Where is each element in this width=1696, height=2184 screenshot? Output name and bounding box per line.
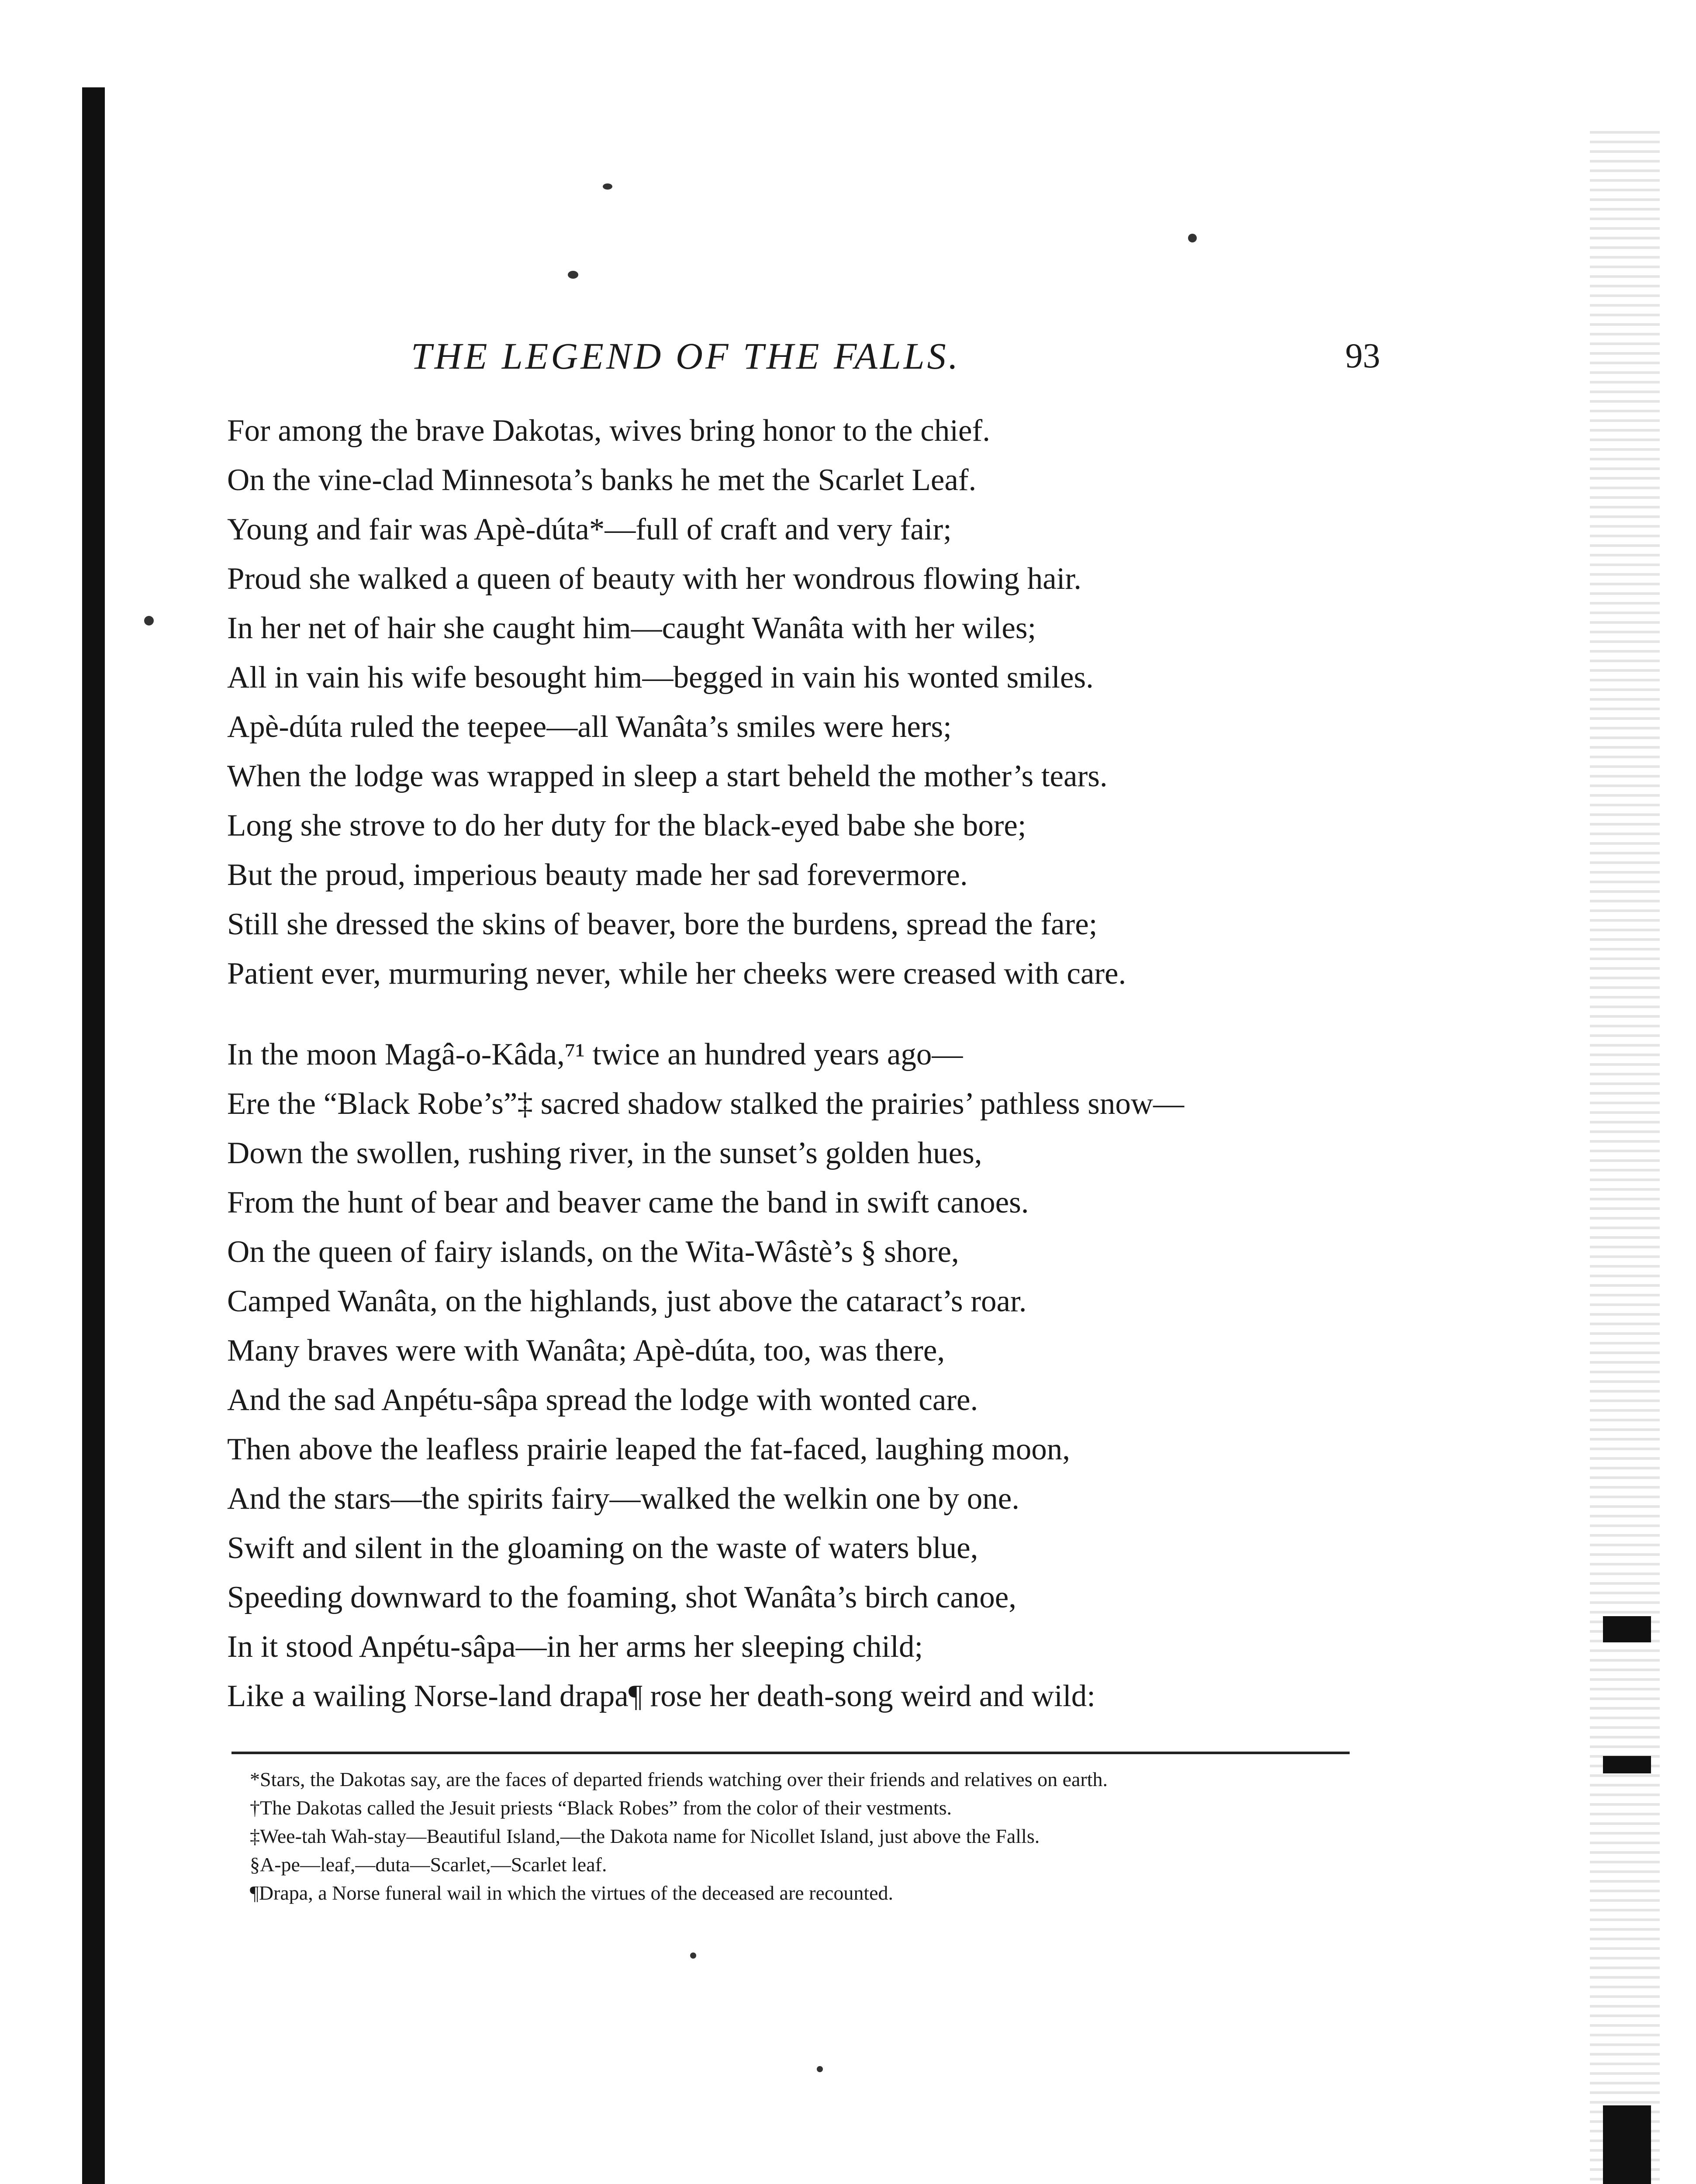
poem-line: Still she dressed the skins of beaver, bore the burdens, spread the fare; bbox=[227, 907, 1098, 941]
poem-line: In the moon Magâ-o-Kâda,⁷¹ twice an hundred years ago— bbox=[227, 1037, 963, 1071]
scan-speck bbox=[144, 616, 154, 625]
poem-line: Like a wailing Norse-land drapa¶ rose her death-song weird and wild: bbox=[227, 1679, 1095, 1713]
poem-line: Ere the “Black Robe’s”‡ sacred shadow stalked the prairies’ pathless snow— bbox=[227, 1087, 1185, 1121]
scan-mark bbox=[1603, 1756, 1651, 1773]
scan-speck bbox=[817, 2066, 823, 2072]
footnote: †The Dakotas called the Jesuit priests “Black Robes” from the color of their vestments. bbox=[250, 1797, 952, 1819]
poem-line: From the hunt of bear and beaver came the band in swift canoes. bbox=[227, 1185, 1029, 1220]
poem-line: Then above the leafless prairie leaped the fat-faced, laughing moon, bbox=[227, 1432, 1070, 1466]
footnote: §A-pe—leaf,—duta—Scarlet,—Scarlet leaf. bbox=[250, 1853, 607, 1876]
poem-line: Patient ever, murmuring never, while her cheeks were creased with care. bbox=[227, 957, 1126, 991]
poem-line: Camped Wanâta, on the highlands, just above the cataract’s roar. bbox=[227, 1284, 1027, 1318]
page-header bbox=[227, 328, 1380, 384]
poem-line: On the queen of fairy islands, on the Wita-Wâstè’s § shore, bbox=[227, 1235, 959, 1269]
scan-edge-strip bbox=[1590, 131, 1660, 2184]
poem-line: On the vine-clad Minnesota’s banks he met the Scarlet Leaf. bbox=[227, 463, 977, 497]
page-number: 93 bbox=[1345, 337, 1380, 375]
poem-line: Down the swollen, rushing river, in the sunset’s golden hues, bbox=[227, 1136, 982, 1170]
poem-line: When the lodge was wrapped in sleep a start beheld the mother’s tears. bbox=[227, 759, 1108, 793]
footnotes bbox=[245, 1767, 1354, 1909]
poem-line: Long she strove to do her duty for the black-eyed babe she bore; bbox=[227, 809, 1026, 843]
poem-line: Swift and silent in the gloaming on the waste of waters blue, bbox=[227, 1531, 978, 1565]
scan-speck bbox=[1188, 234, 1197, 242]
poem-line: Proud she walked a queen of beauty with her wondrous flowing hair. bbox=[227, 562, 1082, 596]
poem-line: Young and fair was Apè-dúta*—full of craft and very fair; bbox=[227, 512, 952, 546]
footnote: ¶Drapa, a Norse funeral wail in which the virtues of the deceased are recounted. bbox=[250, 1882, 894, 1904]
scan-speck bbox=[603, 183, 612, 190]
poem bbox=[227, 406, 1450, 1721]
stanza-break bbox=[227, 999, 1450, 1030]
scan-speck bbox=[568, 271, 578, 279]
poem-line: Speeding downward to the foaming, shot Wanâta’s birch canoe, bbox=[227, 1580, 1016, 1614]
footnote: *Stars, the Dakotas say, are the faces of departed friends watching over their friends and relatives on earth. bbox=[250, 1768, 1108, 1790]
poem-line: But the proud, imperious beauty made her sad forevermore. bbox=[227, 858, 968, 892]
stanza bbox=[227, 1030, 1450, 1721]
scan-mark bbox=[1603, 1616, 1651, 1642]
poem-line: All in vain his wife besought him—begged in vain his wonted smiles. bbox=[227, 660, 1094, 695]
footnote: ‡Wee-tah Wah-stay—Beautiful Island,—the Dakota name for Nicollet Island, just above the Falls. bbox=[250, 1825, 1040, 1847]
footnote-rule bbox=[231, 1752, 1350, 1754]
poem-line: For among the brave Dakotas, wives bring honor to the chief. bbox=[227, 414, 990, 448]
binding-edge bbox=[82, 87, 105, 2184]
poem-line: Apè-dúta ruled the teepee—all Wanâta’s smiles were hers; bbox=[227, 710, 952, 744]
poem-line: In it stood Anpétu-sâpa—in her arms her sleeping child; bbox=[227, 1630, 923, 1664]
stanza bbox=[227, 406, 1450, 999]
scan-speck bbox=[690, 1952, 696, 1959]
poem-line: In her net of hair she caught him—caught Wanâta with her wiles; bbox=[227, 611, 1036, 645]
poem-line: And the stars—the spirits fairy—walked the welkin one by one. bbox=[227, 1482, 1020, 1516]
scan-mark bbox=[1603, 2105, 1651, 2184]
running-title: THE LEGEND OF THE FALLS. bbox=[411, 335, 961, 377]
poem-line: And the sad Anpétu-sâpa spread the lodge with wonted care. bbox=[227, 1383, 978, 1417]
poem-line: Many braves were with Wanâta; Apè-dúta, too, was there, bbox=[227, 1334, 945, 1368]
